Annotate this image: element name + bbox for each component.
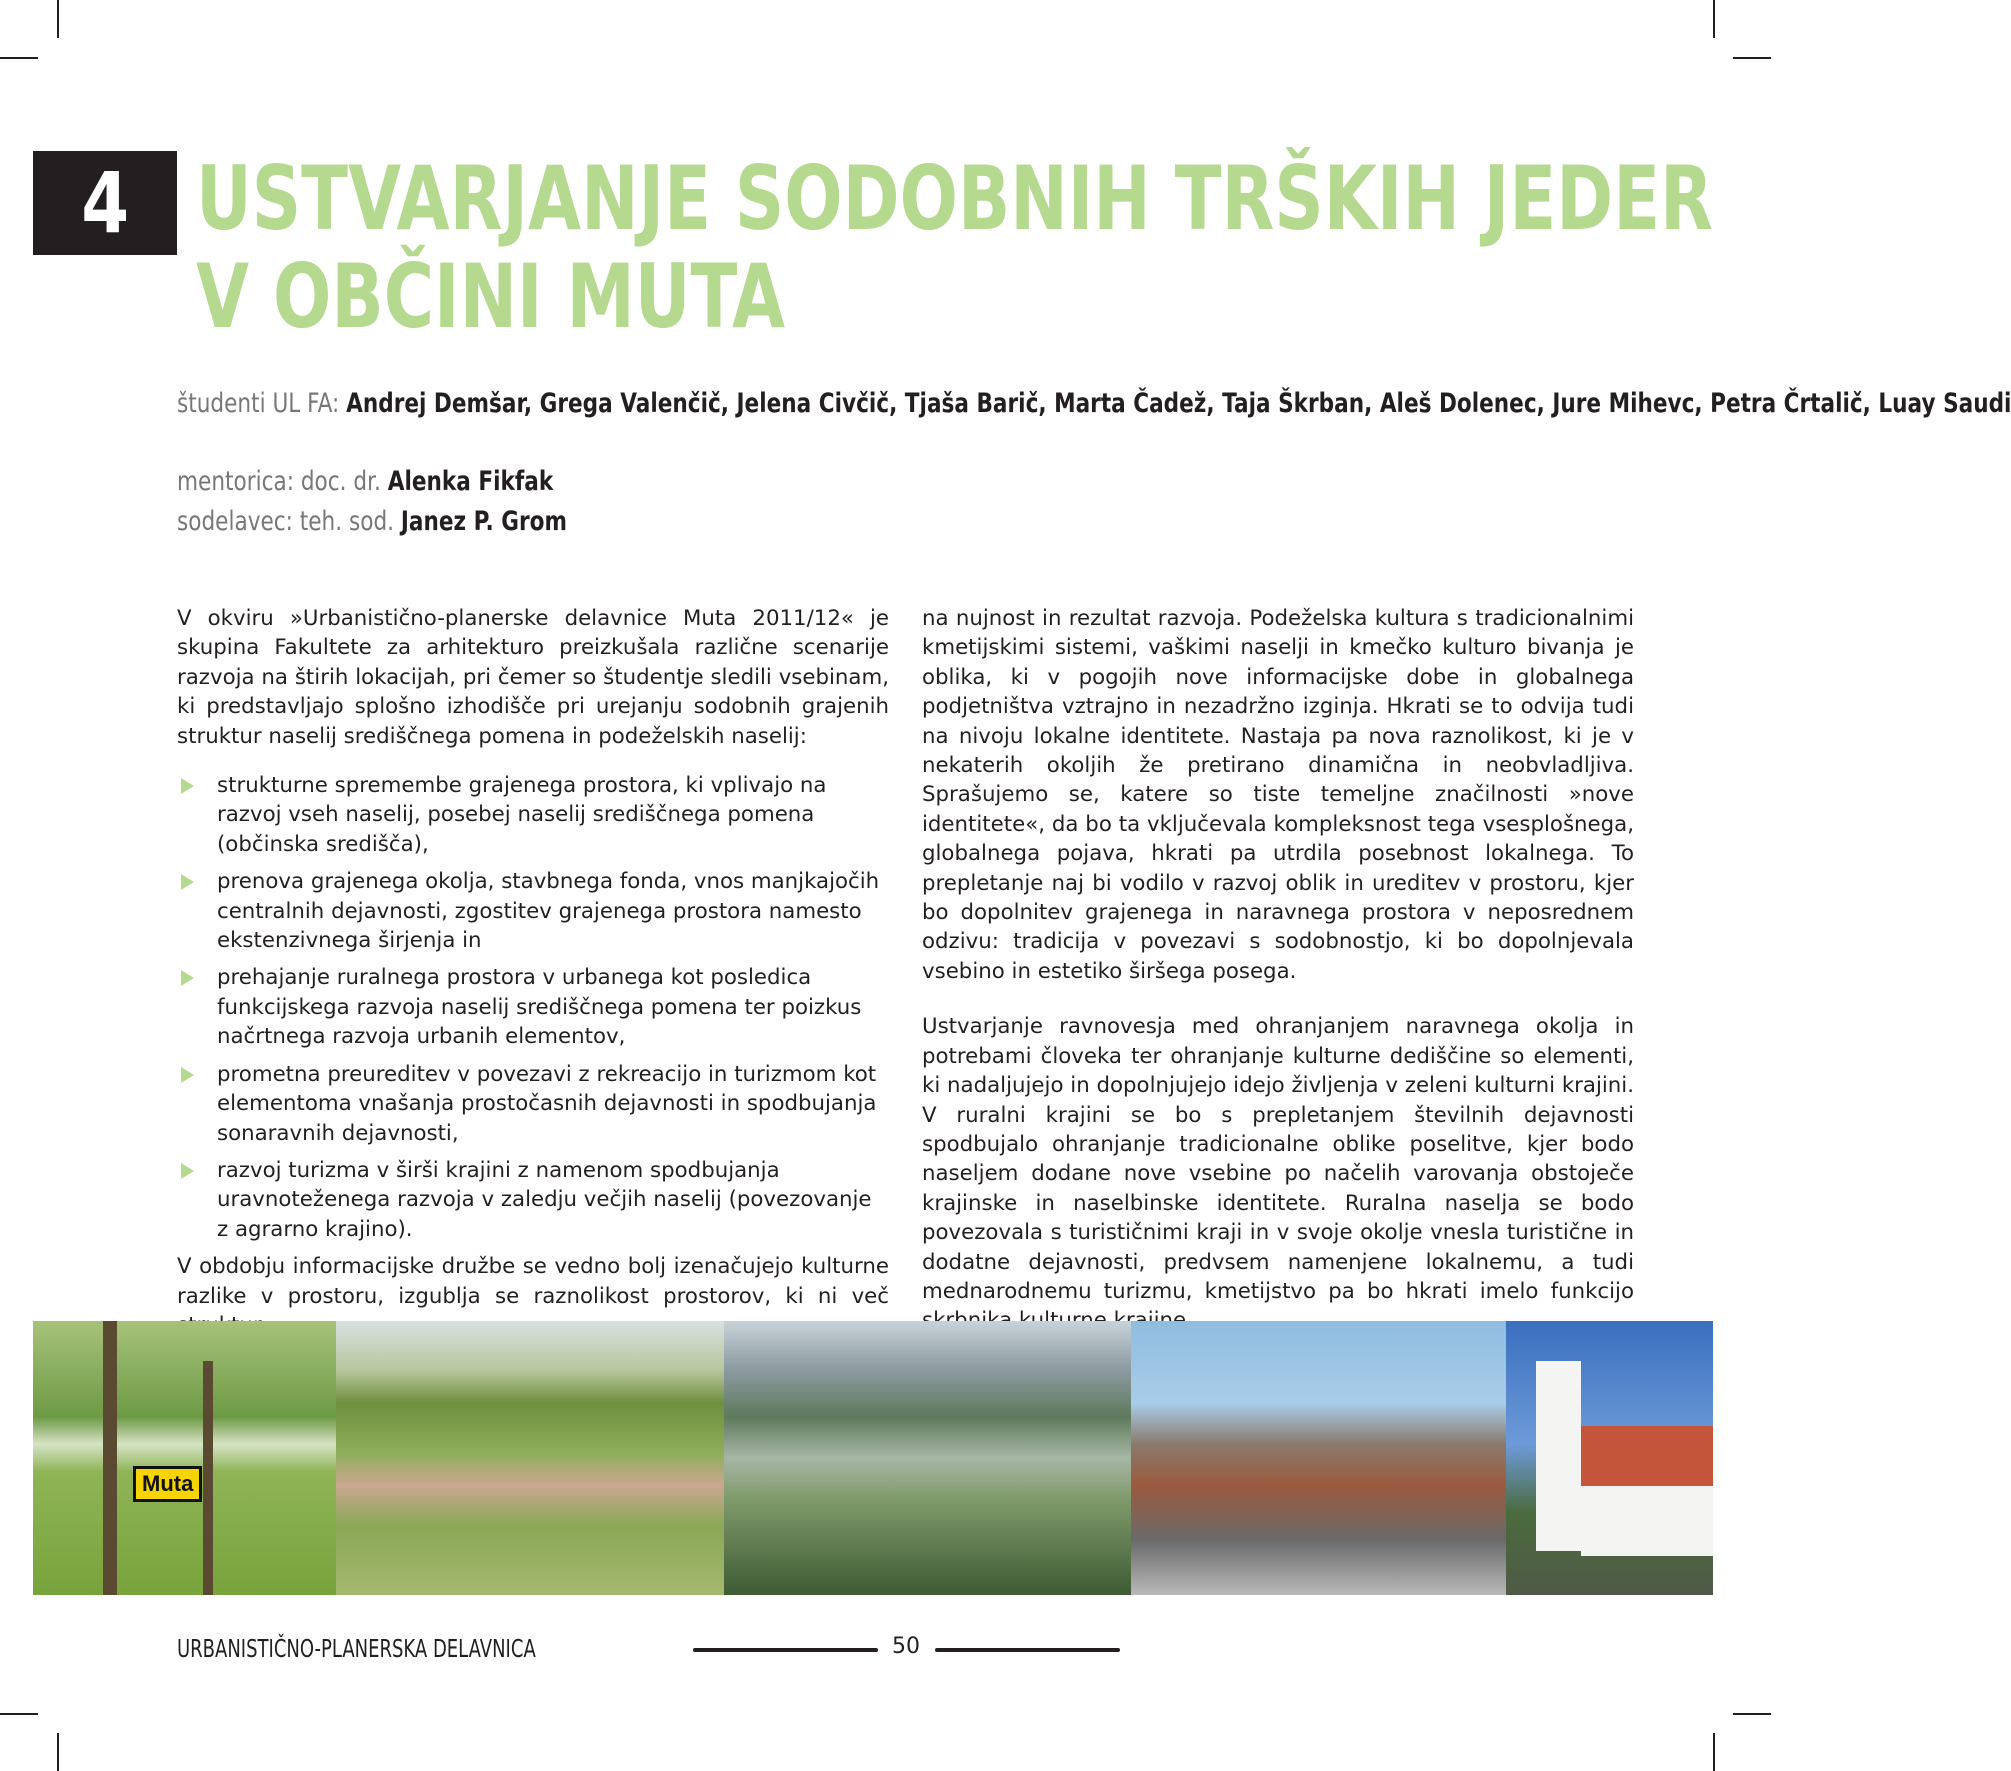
page-number: 50: [892, 1634, 920, 1659]
crop-mark: [1733, 1713, 1771, 1715]
chapter-title-line-2: V OBČINI MUTA: [196, 245, 786, 348]
photo-muta-sign: [33, 1321, 336, 1595]
list-item: [177, 867, 889, 955]
assistant-credit: [177, 506, 567, 537]
photo-church: [1506, 1321, 1713, 1595]
mentor-credit: [177, 466, 553, 497]
chapter-number-box: [33, 151, 177, 255]
footer-ornament: [935, 1648, 1120, 1652]
crop-mark: [57, 1733, 59, 1771]
list-item: [177, 771, 889, 859]
left-column: [177, 604, 889, 1340]
closing-paragraph: V obdobju informacijske družbe se vedno bolj izenačujejo kulturne razlike v prostoru, izgublja se raznolikost prostorov, ki ni več: [177, 1254, 889, 1309]
crop-mark: [0, 57, 38, 59]
right-paragraph-1: na nujnost in rezultat razvoja. Podeželska kultura s tradicionalnimi kmetijskimi sistemi, vaškimi naselji in kmečko kulturo bivanja je oblika, ki v pogojih nove informacijske dobe in globalnega podjetništva vztrajno in nezadržno izginja. Hkrati se to odvija tudi na nivoju lokalne identitete. Nastaja pa nova raznolikost, ki je v nekaterih okoljih že pretirano dinamična in neobvladljiva. Sprašujemo se, katere so tiste temeljne značilnosti »nove identitete«, da bo ta vključevala kompleksnost tega vsesplošnega, globalnega pojava, hkrati pa utrdila posebnost lokalnega. To prepletanje naj bi vodilo v razvoj oblik in ureditev v prostoru, kjer bo dopolnitev grajenega in naravnega prostora v neposrednem odzivu: tradicija v povezavi s sodobnostjo, ki bo dopolnjevala vsebino in estetiko širšega posega.: [922, 606, 1634, 984]
tree-trunk: [103, 1321, 117, 1595]
crop-mark: [1713, 1733, 1715, 1771]
photo-village-hillside: [336, 1321, 724, 1595]
crop-mark: [0, 1713, 38, 1715]
photo-valley-panorama: [724, 1321, 1131, 1595]
church-wall: [1581, 1486, 1713, 1556]
students-names: Andrej Demšar, Grega Valenčič, Jelena Civčič, Tjaša Barič, Marta Čadež, Taja Škrban, Aleš Dolenec, Jure Mihevc, Petra Črtalič, Luay Saudi: [346, 388, 2011, 419]
bullet-triangle-icon: [181, 874, 194, 890]
crop-mark: [1713, 0, 1715, 38]
chapter-title-line-1: USTVARJANJE SODOBNIH TRŠKIH JEDER: [196, 147, 1713, 250]
list-item-text: prenova grajenega okolja, stavbnega fonda, vnos manjkajočih centralnih dejavnosti, zgostitev grajenega prostora namesto ekstenzivnega širjenja in: [217, 869, 880, 954]
crop-mark: [1733, 57, 1771, 59]
muta-road-sign: Muta: [133, 1466, 202, 1502]
tree-trunk: [203, 1361, 213, 1595]
list-item: [177, 963, 889, 1051]
students-credit: [177, 388, 2011, 419]
chapter-number: 4: [81, 154, 129, 252]
intro-paragraph: V okviru »Urbanistično-planerske delavnice Muta 2011/12« je skupina Fakultete za arhitekturo preizkušala različne scenarije razvoja na štirih lokacijah, pri čemer so študentje sledili vsebinam, ki predstavljajo splošno izhodišče pri urejanju sodobnih grajenih struktur naselij središčnega pomena in podeželskih naselij:: [177, 606, 889, 749]
chapter-title: [196, 147, 1713, 348]
photo-strip: [33, 1321, 1713, 1595]
crop-mark: [57, 0, 59, 38]
church-roof: [1581, 1426, 1713, 1486]
assistant-label: sodelavec: teh. sod.: [177, 506, 395, 537]
students-label: študenti UL FA:: [177, 388, 340, 419]
list-item-text: razvoj turizma v širši krajini z namenom spodbujanja uravnoteženega razvoja v zaledju večjih naselij (povezovanje z agrarno krajino).: [217, 1157, 872, 1242]
list-item: [177, 1060, 889, 1148]
mentor-label: mentorica: doc. dr.: [177, 466, 381, 497]
right-column: [922, 604, 1634, 1336]
footer-publication: URBANISTIČNO-PLANERSKA DELAVNICA: [177, 1634, 536, 1663]
bullet-triangle-icon: [181, 1163, 194, 1179]
mentor-name: Alenka Fikfak: [387, 466, 554, 497]
bullet-triangle-icon: [181, 1067, 194, 1083]
list-item-text: prometna preureditev v povezavi z rekreacijo in turizmom kot elementoma vnašanja prostočasnih dejavnosti in spodbujanja sonaravnih dejavnosti,: [217, 1061, 877, 1146]
list-item-text: prehajanje ruralnega prostora v urbanega kot posledica funkcijskega razvoja naselij središčnega pomena ter poizkus načrtnega razvoja urbanih elementov,: [217, 965, 862, 1050]
objectives-list: [177, 771, 889, 1244]
right-paragraph-2: Ustvarjanje ravnovesja med ohranjanjem naravnega okolja in potrebami človeka ter ohranjanje kulturne dediščine so elementi, ki nadaljujejo in dopolnjujejo idejo življenja v zeleni kulturni krajini. V ruralni krajini se bo s prepletanjem številnih dejavnosti spodbujalo ohranjanje tradicionalne oblike poselitve, kjer bodo naseljem dodane nove vsebine po načelih varovanja obstoječe krajinske in naselbinske identitete. Ruralna naselja se bodo povezovala s turističnimi kraji in v svoje okolje vnesla turistične in dodatne dejavnosti, predvsem namenjene lokalnemu, a tudi mednarodnemu turizmu, kmetijstvo pa bo hkrati imelo funkcijo: [922, 1014, 1634, 1304]
photo-town-square: [1131, 1321, 1506, 1595]
church-tower: [1536, 1361, 1581, 1551]
list-item: [177, 1156, 889, 1244]
bullet-triangle-icon: [181, 778, 194, 794]
bullet-triangle-icon: [181, 970, 194, 986]
footer-ornament: [693, 1648, 878, 1652]
assistant-name: Janez P. Grom: [400, 506, 567, 537]
list-item-text: strukturne spremembe grajenega prostora, ki vplivajo na razvoj vseh naselij, posebej naselij središčnega pomena (občinska središča),: [217, 773, 827, 857]
